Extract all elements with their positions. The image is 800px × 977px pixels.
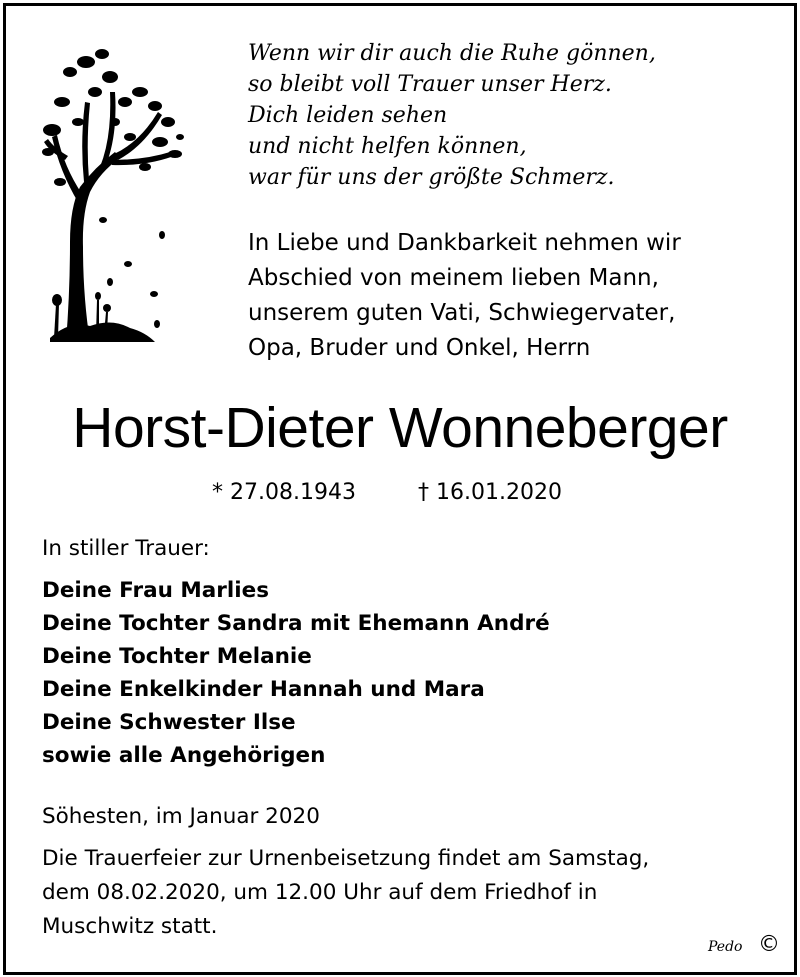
birth-date: * 27.08.1943 [212,480,356,505]
funeral-info [42,842,772,944]
poem-line: war für uns der größte Schmerz. [248,165,615,190]
designer-signature: Pedo [708,939,743,955]
mourner-item: Deine Tochter Melanie [42,644,312,669]
mourning-heading: In stiller Trauer: [42,536,210,561]
poem-verse [248,38,768,193]
place-date: Söhesten, im Januar 2020 [42,804,320,829]
mourner-item: Deine Schwester Ilse [42,710,296,735]
intro-line: In Liebe und Dankbarkeit nehmen wir [248,230,681,256]
poem-line: und nicht helfen können, [248,134,527,159]
poem-line: so bleibt voll Trauer unser Herz. [248,72,612,97]
poem-line: Dich leiden sehen [248,103,448,128]
funeral-line: dem 08.02.2020, um 12.00 Uhr auf dem Friedhof in [42,880,598,905]
mourner-item: Deine Enkelkinder Hannah und Mara [42,677,485,702]
mourner-item: Deine Tochter Sandra mit Ehemann André [42,611,550,636]
copyright-icon: © [758,932,780,957]
deceased-name: Horst-Dieter Wonneberger [72,396,728,460]
mourner-item: Deine Frau Marlies [42,578,270,603]
intro-line: Opa, Bruder und Onkel, Herrn [248,335,591,361]
mourner-item: sowie alle Angehörigen [42,743,326,768]
intro-text [248,226,778,366]
tree-silhouette-icon [40,42,185,354]
poem-line: Wenn wir dir auch die Ruhe gönnen, [248,41,656,66]
death-date: † 16.01.2020 [418,480,562,505]
intro-line: Abschied von meinem lieben Mann, [248,265,659,291]
funeral-line: Die Trauerfeier zur Urnenbeisetzung findet am Samstag, [42,846,650,871]
funeral-line: Muschwitz statt. [42,914,218,939]
mourners-list [42,574,742,772]
intro-line: unserem guten Vati, Schwiegervater, [248,300,676,326]
